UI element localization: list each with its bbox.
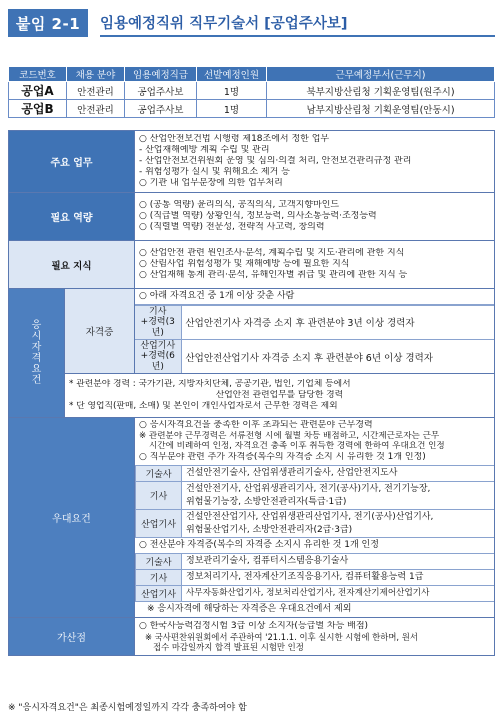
req-kind: 기사 +경력(3년) — [135, 305, 181, 339]
cell-rank: 공업주사보 — [125, 82, 197, 100]
cert-kind: 기술사 — [136, 554, 182, 570]
cert-list: 정보관리기술사, 컴퓨터시스템응용기술사 — [182, 554, 495, 570]
req-text: 산업안전기사 자격증 소지 후 관련분야 3년 이상 경력자 — [181, 305, 494, 339]
job-description-table — [8, 130, 495, 656]
duty-line: ○ 기관 내 업무분장에 의한 업무처리 — [139, 177, 283, 188]
cert-list: 건설안전기술사, 산업위생관리기술사, 산업안전지도사 — [182, 465, 495, 481]
attachment-tag: 붙임 2-1 — [8, 9, 88, 37]
certificate-content — [135, 289, 495, 374]
competency-label: 필요 역량 — [9, 193, 135, 241]
table-row — [9, 100, 495, 118]
bonus-label: 가산점 — [9, 618, 135, 656]
cell-count: 1명 — [197, 82, 267, 100]
knowledge-content — [135, 241, 495, 289]
cell-department: 북부지방산림청 기획운영팀(원주시) — [267, 82, 495, 100]
table-row — [135, 305, 494, 339]
col-count: 선발예정인원 — [197, 67, 267, 82]
position-summary-table — [8, 66, 495, 118]
cert-kind: 기술사 — [136, 465, 182, 481]
cell-rank: 공업주사보 — [125, 100, 197, 118]
cert-list: 정보처리기사, 전자계산기조직응용기사, 컴퓨터활용능력 1급 — [182, 570, 495, 586]
col-code: 코드번호 — [9, 67, 67, 82]
knowledge-line: ○ 산업안전 관련 원인조사·분석, 계획수립 및 지도·관리에 관한 지식 — [139, 248, 405, 259]
table-row — [136, 481, 495, 509]
table-row — [9, 82, 495, 100]
cert-kind: 기사 — [136, 570, 182, 586]
page-header — [8, 6, 495, 40]
bonus-line: 접수 마감일까지 합격 발표된 시험만 인정 — [153, 642, 304, 653]
preferred-mid: ○ 전산분야 자격증(복수의 자격증 소지시 유리한 것 1개 인정 — [139, 540, 379, 551]
competency-line: ○ (직급별 역량) 상황인식, 정보능력, 의사소통능력·조정능력 — [139, 211, 377, 222]
note-line: 산업안전 관련업무를 담당한 경력 — [215, 390, 344, 401]
preferred-intro: ○ 응시자격요건을 충족한 이후 초과되는 관련분야 근무경력 ※ 관련분야 근무경력은 서류전형 시에 월별 차등 배점하고, 시간제근로자는 근무 시간에 비례하여 인정, 자격요건 충족 이후 취득한 경력에 한하여 우대요건 인정 ○ 직무분야 관련 추가 자격증(복수의 자격증 소지 시 유리한 것 1개 인정) — [139, 420, 445, 462]
note-line: * 관련분야 경력 : 국가기관, 지방자치단체, 공공기관, 법인, 기업체 등에서 — [69, 379, 351, 390]
table-row — [136, 586, 495, 602]
duty-line: - 위험성평가 실시 및 위해요소 제거 등 — [139, 166, 290, 177]
cert-kind: 기사 — [136, 481, 182, 509]
cell-code: 공업B — [9, 100, 67, 118]
bonus-content — [135, 618, 495, 656]
competency-line: ○ (직렬별 역량) 전문성, 전략적 사고력, 창의력 — [139, 221, 325, 232]
duty-line: - 산업재해예방 계획 수립 및 관리 — [139, 145, 270, 156]
cell-count: 1명 — [197, 100, 267, 118]
knowledge-label: 필요 지식 — [9, 241, 135, 289]
preferred-content — [135, 418, 495, 618]
duty-line: ○ 산업안전보건법 시행령 제18조에서 정한 업무 — [139, 134, 330, 145]
table-row — [135, 340, 494, 374]
qualification-notes — [65, 374, 495, 418]
cell-department: 남부지방산림청 기획운영팀(안동시) — [267, 100, 495, 118]
table-row — [136, 554, 495, 570]
cell-field: 안전관리 — [67, 100, 125, 118]
competency-content — [135, 193, 495, 241]
col-field: 채용 분야 — [67, 67, 125, 82]
note-line: * 단 영업직(판매, 소매) 및 본인이 개인사업자로서 근무한 경력은 제외 — [69, 400, 338, 411]
competency-line: ○ (공통 역량) 윤리의식, 공직의식, 고객지향마인드 — [139, 200, 340, 211]
preferred-cert-table-1 — [135, 465, 494, 538]
duties-content — [135, 131, 495, 193]
preferred-end: ※ 응시자격에 해당하는 자격증은 우대요건에서 제외 — [147, 604, 352, 615]
table-row — [136, 510, 495, 538]
cert-kind: 산업기사 — [136, 586, 182, 602]
qualification-label: 응 시 자 격 요 건 — [9, 289, 65, 418]
req-text: 산업안전산업기사 자격증 소지 후 관련분야 6년 이상 경력자 — [181, 340, 494, 374]
col-department: 근무예정부서(근무지) — [267, 67, 495, 82]
cell-field: 안전관리 — [67, 82, 125, 100]
preferred-cert-table-2 — [135, 553, 494, 602]
cert-kind: 산업기사 — [136, 510, 182, 538]
knowledge-line: ○ 산업재해 통계 관리·분석, 유해인자별 취급 및 관리에 관한 지식 등 — [139, 269, 408, 280]
req-intro: ○ 아래 자격요건 중 1개 이상 갖춘 사람 — [135, 289, 494, 305]
req-kind: 산업기사 +경력(6년) — [135, 340, 181, 374]
col-rank: 임용예정직급 — [125, 67, 197, 82]
duties-label: 주요 업무 — [9, 131, 135, 193]
footnote: ※ "응시자격요건"은 최종시험예정일까지 각각 충족하여야 함 — [8, 703, 247, 713]
bonus-line: ○ 한국사능력검정시험 3급 이상 소지자(등급별 차등 배점) — [139, 621, 369, 632]
page-title: 임용예정직위 직무기술서 [공업주사보] — [100, 9, 495, 37]
req-table — [135, 305, 494, 373]
table-row — [136, 465, 495, 481]
bonus-line: ※ 국사편찬위원회에서 주관하여 '21.1.1. 이후 실시한 시험에 한하며, 원서 — [145, 631, 418, 642]
cert-list: 건설안전산업기사, 산업위생관리산업기사, 전기(공사)산업기사, 위험물산업기사, 소방안전관리자(2급·3급) — [182, 510, 495, 538]
certificate-label: 자격증 — [65, 289, 135, 374]
duty-line: - 산업안전보건위원회 운영 및 심의·의결 처리, 안전보건관리규정 관리 — [139, 156, 412, 167]
cell-code: 공업A — [9, 82, 67, 100]
cert-list: 사무자동화산업기사, 정보처리산업기사, 전자계산기제어산업기사 — [182, 586, 495, 602]
table-row — [136, 570, 495, 586]
cert-list: 건설안전기사, 산업위생관리기사, 전기(공사)기사, 전기기능장, 위험물기능장, 소방안전관리자(특급·1급) — [182, 481, 495, 509]
knowledge-line: ○ 산림사업 위험성평가 및 재해예방 등에 필요한 지식 — [139, 259, 350, 270]
preferred-label: 우대요건 — [9, 418, 135, 618]
